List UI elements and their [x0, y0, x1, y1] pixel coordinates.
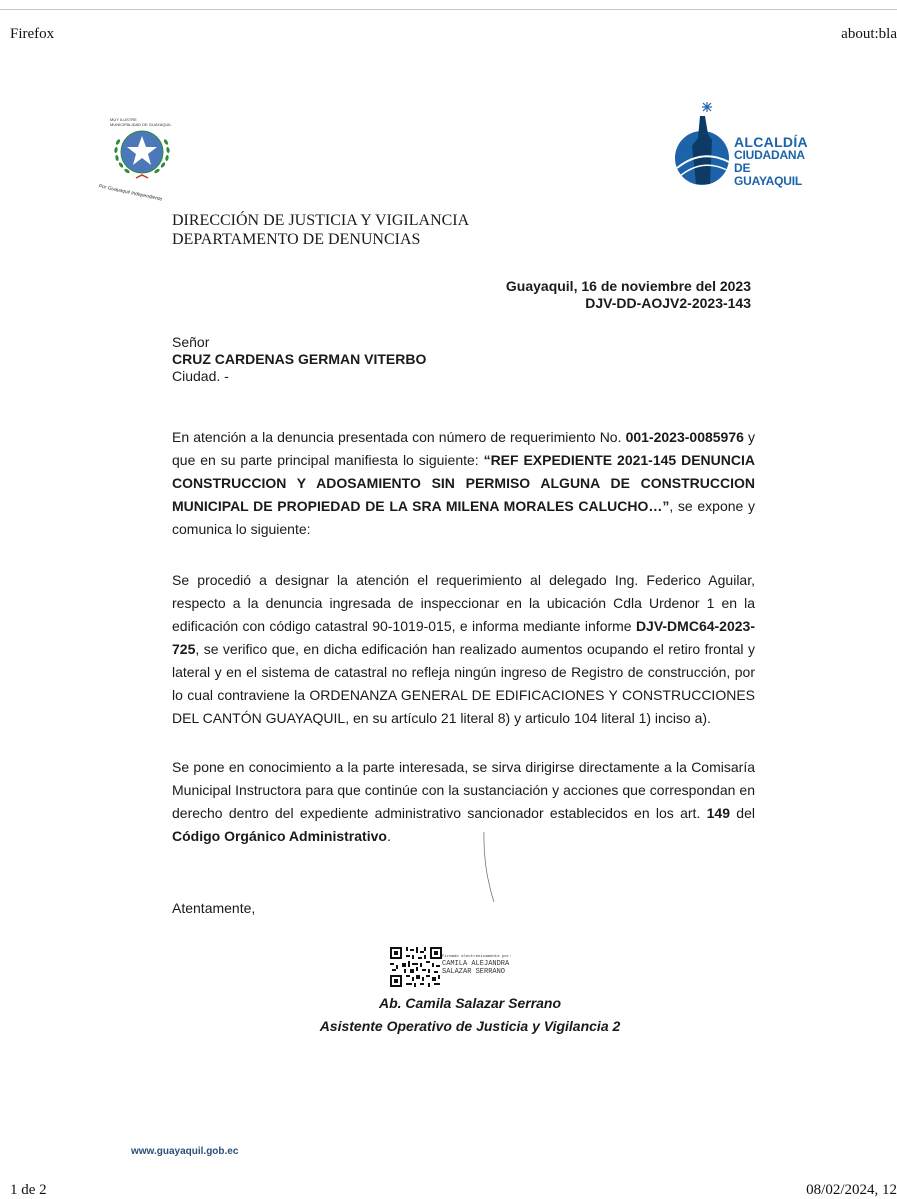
date-reference-block [506, 278, 751, 312]
date-line: Guayaquil, 16 de noviembre del 2023 [505, 278, 751, 294]
print-footer-datetime: 08/02/2024, 12 [806, 1182, 897, 1198]
article-number: 149 [706, 805, 730, 821]
seal-motto: Por Guayaquil Independiente [98, 183, 163, 203]
seal-top-text: MUY ILUSTRE MUNICIPALIDAD DE GUAYAQUIL [110, 117, 172, 127]
print-header-title: Firefox [10, 26, 55, 42]
municipality-seal-logo [96, 112, 196, 212]
complaint-quote: “REF EXPEDIENTE 2021-145 DENUNCIA CONSTRUCCION Y ADOSAMIENTO SIN PERMISO ALGUNA DE CONSTRUCCION MUNICIPAL DE PROPIEDAD DE LA SRA MILENA MORALES CALUCHO…” [172, 452, 755, 514]
department-line2: DEPARTAMENTO DE DENUNCIAS [172, 231, 421, 248]
addressee-city: Ciudad. - [172, 368, 229, 384]
alcaldia-line2: CIUDADANA [734, 148, 805, 162]
requirement-number: 001-2023-0085976 [625, 429, 744, 445]
department-heading [172, 211, 469, 249]
p3-text-1: Se pone en conocimiento a la parte interesada, se sirva dirigirse directamente a la Comisaría Municipal Instructora para que continúe con la sustanciación y acciones que correspondan en derecho dentro del expediente administrativo sancionador establecidos en los art. [172, 759, 755, 821]
p1-text-3: , se expone y comunica lo siguiente: [172, 498, 755, 537]
paragraph-2 [172, 569, 755, 730]
alcaldia-line1: ALCALDÍA [734, 134, 808, 150]
salutation: Señor [172, 334, 210, 350]
top-divider [0, 9, 897, 10]
signer-upper-2: SALAZAR SERRANO [442, 968, 506, 976]
closing-text: Atentamente, [172, 900, 256, 916]
alcaldia-line3: DE GUAYAQUIL [734, 161, 802, 188]
print-footer-page: 1 de 2 [10, 1182, 47, 1198]
p1-text-1: En atención a la denuncia presentada con número de requerimiento No. [172, 429, 626, 445]
p2-text-1: Se procedió a designar la atención el requerimiento al delegado Ing. Federico Aguilar, respecto a la denuncia ingresada de inspeccionar en la ubicación Cdla Urdenor 1 en la edificación con código catastral 90-1019-015, e informa mediante informe [172, 572, 755, 634]
signer-title: Asistente Operativo de Justicia y Vigilancia 2 [319, 1018, 621, 1034]
paragraph-3 [172, 756, 755, 848]
electronic-signature-note [442, 955, 512, 976]
pen-stroke-mark [478, 828, 502, 908]
p3-text-2: del [730, 805, 755, 821]
p3-text-3: . [386, 828, 391, 844]
signer-upper-1: CAMILA ALEJANDRA [442, 960, 510, 968]
signer-name: Ab. Camila Salazar Serrano [378, 995, 562, 1011]
reference-number: DJV-DD-AOJV2-2023-143 [585, 295, 751, 311]
qr-code-icon [390, 947, 442, 987]
department-line1: DIRECCIÓN DE JUSTICIA Y VIGILANCIA [172, 212, 470, 229]
report-number: DJV-DMC64-2023-725 [172, 618, 755, 657]
e-sign-label: Firmado electrónicamente por: [442, 955, 512, 959]
p2-text-2: , se verifico que, en dicha edificación han realizado aumentos ocupando el retiro frontal y lateral y en el sistema de catastral no refleja ningún ingreso de Registro de construcción, por lo cual contraviene la ORDENANZA GENERAL DE EDIFICACIONES Y CONSTRUCCIONES DEL CANTÓN GUAYAQUIL, en su artículo 21 literal 8) y articulo 104 literal 1) inciso a). [172, 641, 755, 726]
website-link[interactable]: www.guayaquil.gob.ec [131, 1146, 239, 1157]
addressee-block [172, 334, 426, 385]
print-header-url: about:bla [841, 26, 897, 42]
p1-text-2: y que en su parte principal manifiesta lo siguiente: [172, 429, 756, 468]
alcaldia-wordmark [734, 136, 812, 188]
paragraph-1 [172, 426, 755, 541]
alcaldia-logo [672, 98, 812, 190]
addressee-name: CRUZ CARDENAS GERMAN VITERBO [172, 351, 427, 367]
code-name: Código Orgánico Administrativo [172, 828, 387, 844]
